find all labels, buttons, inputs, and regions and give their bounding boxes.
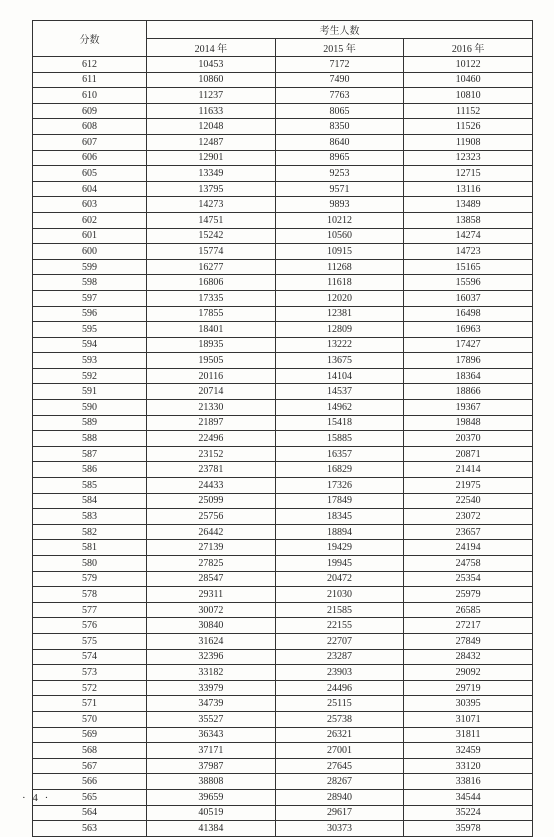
count-2016-cell: 11152 — [404, 103, 533, 119]
count-2015-cell: 9571 — [275, 181, 404, 197]
count-2016-cell: 21975 — [404, 478, 533, 494]
count-2014-cell: 20116 — [147, 368, 276, 384]
score-cell: 588 — [33, 431, 147, 447]
table-row — [33, 337, 533, 353]
count-2015-cell: 8965 — [275, 150, 404, 166]
count-2016-cell: 31811 — [404, 727, 533, 743]
count-2015-cell: 8065 — [275, 103, 404, 119]
score-cell: 601 — [33, 228, 147, 244]
count-2016-cell: 14723 — [404, 244, 533, 260]
count-2014-cell: 14273 — [147, 197, 276, 213]
table-row — [33, 275, 533, 291]
count-2014-cell: 21897 — [147, 415, 276, 431]
table-row — [33, 353, 533, 369]
count-2016-cell: 31071 — [404, 711, 533, 727]
count-2015-cell: 18894 — [275, 524, 404, 540]
count-2015-cell: 7763 — [275, 88, 404, 104]
count-2016-cell: 23657 — [404, 524, 533, 540]
count-2016-cell: 13116 — [404, 181, 533, 197]
count-2014-cell: 13349 — [147, 166, 276, 182]
count-2015-cell: 22707 — [275, 633, 404, 649]
count-2015-cell: 15885 — [275, 431, 404, 447]
count-2016-cell: 13489 — [404, 197, 533, 213]
score-cell: 589 — [33, 415, 147, 431]
count-2015-cell: 13222 — [275, 337, 404, 353]
count-2014-cell: 10453 — [147, 57, 276, 73]
count-2014-cell: 27825 — [147, 556, 276, 572]
count-2014-cell: 25099 — [147, 493, 276, 509]
count-2015-cell: 9893 — [275, 197, 404, 213]
score-cell: 565 — [33, 789, 147, 805]
count-2014-cell: 25756 — [147, 509, 276, 525]
count-2016-cell: 24758 — [404, 556, 533, 572]
score-cell: 606 — [33, 150, 147, 166]
table-row — [33, 368, 533, 384]
score-cell: 600 — [33, 244, 147, 260]
count-2014-cell: 34739 — [147, 696, 276, 712]
count-2014-cell: 22496 — [147, 431, 276, 447]
score-cell: 574 — [33, 649, 147, 665]
count-2014-cell: 28547 — [147, 571, 276, 587]
score-cell: 612 — [33, 57, 147, 73]
table-row — [33, 446, 533, 462]
count-2015-cell: 28267 — [275, 774, 404, 790]
count-2014-cell: 32396 — [147, 649, 276, 665]
count-2015-cell: 14104 — [275, 368, 404, 384]
score-cell: 603 — [33, 197, 147, 213]
count-2015-cell: 16829 — [275, 462, 404, 478]
table-row — [33, 212, 533, 228]
count-2016-cell: 18866 — [404, 384, 533, 400]
count-2014-cell: 10860 — [147, 72, 276, 88]
score-cell: 583 — [33, 509, 147, 525]
table-row — [33, 103, 533, 119]
count-2016-cell: 16498 — [404, 306, 533, 322]
count-2016-cell: 34544 — [404, 789, 533, 805]
count-2016-cell: 17896 — [404, 353, 533, 369]
count-2014-cell: 31624 — [147, 633, 276, 649]
count-2015-cell: 8640 — [275, 134, 404, 150]
table-row — [33, 556, 533, 572]
count-2016-cell: 23072 — [404, 509, 533, 525]
score-cell: 573 — [33, 665, 147, 681]
table-row — [33, 306, 533, 322]
count-2014-cell: 21330 — [147, 400, 276, 416]
count-2014-cell: 16806 — [147, 275, 276, 291]
table-row — [33, 181, 533, 197]
count-2014-cell: 11633 — [147, 103, 276, 119]
count-2016-cell: 19848 — [404, 415, 533, 431]
count-2014-cell: 12048 — [147, 119, 276, 135]
count-2015-cell: 12809 — [275, 322, 404, 338]
table-row — [33, 602, 533, 618]
table-row — [33, 384, 533, 400]
count-2015-cell: 17849 — [275, 493, 404, 509]
year-header-2014: 2014 年 — [147, 39, 276, 57]
score-cell: 602 — [33, 212, 147, 228]
score-cell: 572 — [33, 680, 147, 696]
table-row — [33, 166, 533, 182]
score-cell: 610 — [33, 88, 147, 104]
count-2015-cell: 26321 — [275, 727, 404, 743]
score-cell: 576 — [33, 618, 147, 634]
table-row — [33, 696, 533, 712]
count-2015-cell: 16357 — [275, 446, 404, 462]
count-2015-cell: 24496 — [275, 680, 404, 696]
count-2014-cell: 23152 — [147, 446, 276, 462]
count-2016-cell: 20871 — [404, 446, 533, 462]
score-cell: 607 — [33, 134, 147, 150]
count-2016-cell: 29092 — [404, 665, 533, 681]
count-2016-cell: 17427 — [404, 337, 533, 353]
count-2016-cell: 15165 — [404, 259, 533, 275]
table-row — [33, 743, 533, 759]
table-row — [33, 774, 533, 790]
score-cell: 566 — [33, 774, 147, 790]
score-column-header: 分数 — [33, 21, 147, 57]
count-2015-cell: 8350 — [275, 119, 404, 135]
count-2015-cell: 18345 — [275, 509, 404, 525]
count-2014-cell: 14751 — [147, 212, 276, 228]
count-2014-cell: 41384 — [147, 821, 276, 837]
table-row — [33, 134, 533, 150]
table-row — [33, 259, 533, 275]
count-2016-cell: 29719 — [404, 680, 533, 696]
count-2015-cell: 7490 — [275, 72, 404, 88]
table-row — [33, 727, 533, 743]
table-row — [33, 680, 533, 696]
table-row — [33, 290, 533, 306]
candidates-group-header: 考生人数 — [147, 21, 533, 39]
count-2016-cell: 25979 — [404, 587, 533, 603]
year-header-2016: 2016 年 — [404, 39, 533, 57]
count-2015-cell: 25738 — [275, 711, 404, 727]
count-2015-cell: 10212 — [275, 212, 404, 228]
table-row — [33, 119, 533, 135]
count-2015-cell: 28940 — [275, 789, 404, 805]
score-cell: 595 — [33, 322, 147, 338]
count-2014-cell: 11237 — [147, 88, 276, 104]
score-cell: 593 — [33, 353, 147, 369]
count-2014-cell: 35527 — [147, 711, 276, 727]
count-2014-cell: 19505 — [147, 353, 276, 369]
score-cell: 591 — [33, 384, 147, 400]
count-2015-cell: 13675 — [275, 353, 404, 369]
count-2016-cell: 11526 — [404, 119, 533, 135]
count-2014-cell: 15242 — [147, 228, 276, 244]
count-2014-cell: 29311 — [147, 587, 276, 603]
score-cell: 598 — [33, 275, 147, 291]
table-row — [33, 805, 533, 821]
table-row — [33, 244, 533, 260]
count-2014-cell: 17335 — [147, 290, 276, 306]
count-2015-cell: 19945 — [275, 556, 404, 572]
count-2016-cell: 16037 — [404, 290, 533, 306]
count-2015-cell: 15418 — [275, 415, 404, 431]
count-2014-cell: 13795 — [147, 181, 276, 197]
count-2016-cell: 19367 — [404, 400, 533, 416]
count-2014-cell: 27139 — [147, 540, 276, 556]
count-2015-cell: 29617 — [275, 805, 404, 821]
count-2014-cell: 26442 — [147, 524, 276, 540]
table-row — [33, 571, 533, 587]
count-2015-cell: 7172 — [275, 57, 404, 73]
score-cell: 609 — [33, 103, 147, 119]
count-2016-cell: 12323 — [404, 150, 533, 166]
count-2014-cell: 40519 — [147, 805, 276, 821]
table-row — [33, 618, 533, 634]
score-cell: 590 — [33, 400, 147, 416]
score-cell: 582 — [33, 524, 147, 540]
score-cell: 563 — [33, 821, 147, 837]
count-2015-cell: 20472 — [275, 571, 404, 587]
score-cell: 592 — [33, 368, 147, 384]
count-2014-cell: 20714 — [147, 384, 276, 400]
table-row — [33, 400, 533, 416]
count-2014-cell: 18401 — [147, 322, 276, 338]
count-2016-cell: 27849 — [404, 633, 533, 649]
count-2016-cell: 18364 — [404, 368, 533, 384]
count-2015-cell: 25115 — [275, 696, 404, 712]
count-2014-cell: 16277 — [147, 259, 276, 275]
count-2016-cell: 27217 — [404, 618, 533, 634]
table-body — [33, 57, 533, 837]
count-2014-cell: 33979 — [147, 680, 276, 696]
count-2015-cell: 10915 — [275, 244, 404, 260]
score-cell: 571 — [33, 696, 147, 712]
table-row — [33, 587, 533, 603]
count-2016-cell: 12715 — [404, 166, 533, 182]
score-cell: 597 — [33, 290, 147, 306]
count-2016-cell: 25354 — [404, 571, 533, 587]
table-row — [33, 649, 533, 665]
table-row — [33, 758, 533, 774]
page-number: · 4 · — [22, 792, 51, 804]
table-row — [33, 322, 533, 338]
table-row — [33, 150, 533, 166]
count-2015-cell: 12381 — [275, 306, 404, 322]
score-cell: 608 — [33, 119, 147, 135]
table-row — [33, 789, 533, 805]
score-cell: 577 — [33, 602, 147, 618]
count-2015-cell: 10560 — [275, 228, 404, 244]
table-row — [33, 88, 533, 104]
score-cell: 604 — [33, 181, 147, 197]
year-header-2015: 2015 年 — [275, 39, 404, 57]
table-row — [33, 72, 533, 88]
count-2016-cell: 32459 — [404, 743, 533, 759]
score-cell: 599 — [33, 259, 147, 275]
table-row — [33, 228, 533, 244]
score-cell: 585 — [33, 478, 147, 494]
score-cell: 579 — [33, 571, 147, 587]
count-2016-cell: 28432 — [404, 649, 533, 665]
table-row — [33, 493, 533, 509]
count-2016-cell: 26585 — [404, 602, 533, 618]
table-row — [33, 57, 533, 73]
score-cell: 569 — [33, 727, 147, 743]
count-2016-cell: 24194 — [404, 540, 533, 556]
count-2015-cell: 17326 — [275, 478, 404, 494]
count-2016-cell: 15596 — [404, 275, 533, 291]
table-row — [33, 462, 533, 478]
table-row — [33, 197, 533, 213]
count-2015-cell: 27645 — [275, 758, 404, 774]
count-2016-cell: 16963 — [404, 322, 533, 338]
count-2016-cell: 33816 — [404, 774, 533, 790]
table-row — [33, 509, 533, 525]
score-count-table — [32, 20, 533, 837]
score-cell: 568 — [33, 743, 147, 759]
table-row — [33, 524, 533, 540]
count-2015-cell: 21030 — [275, 587, 404, 603]
score-cell: 580 — [33, 556, 147, 572]
count-2014-cell: 24433 — [147, 478, 276, 494]
count-2015-cell: 9253 — [275, 166, 404, 182]
table-row — [33, 478, 533, 494]
count-2016-cell: 22540 — [404, 493, 533, 509]
count-2016-cell: 13858 — [404, 212, 533, 228]
count-2015-cell: 19429 — [275, 540, 404, 556]
count-2016-cell: 10122 — [404, 57, 533, 73]
header-row-top — [33, 21, 533, 39]
table-row — [33, 711, 533, 727]
count-2015-cell: 11618 — [275, 275, 404, 291]
score-cell: 584 — [33, 493, 147, 509]
count-2014-cell: 37171 — [147, 743, 276, 759]
score-cell: 605 — [33, 166, 147, 182]
count-2014-cell: 12487 — [147, 134, 276, 150]
count-2015-cell: 21585 — [275, 602, 404, 618]
score-cell: 567 — [33, 758, 147, 774]
count-2014-cell: 23781 — [147, 462, 276, 478]
count-2015-cell: 14962 — [275, 400, 404, 416]
score-cell: 564 — [33, 805, 147, 821]
table-row — [33, 665, 533, 681]
count-2016-cell: 21414 — [404, 462, 533, 478]
count-2014-cell: 39659 — [147, 789, 276, 805]
count-2015-cell: 23903 — [275, 665, 404, 681]
score-cell: 611 — [33, 72, 147, 88]
count-2014-cell: 18935 — [147, 337, 276, 353]
count-2015-cell: 14537 — [275, 384, 404, 400]
score-cell: 570 — [33, 711, 147, 727]
count-2014-cell: 17855 — [147, 306, 276, 322]
score-cell: 575 — [33, 633, 147, 649]
count-2014-cell: 33182 — [147, 665, 276, 681]
count-2016-cell: 10460 — [404, 72, 533, 88]
score-cell: 594 — [33, 337, 147, 353]
count-2016-cell: 14274 — [404, 228, 533, 244]
count-2016-cell: 33120 — [404, 758, 533, 774]
count-2015-cell: 12020 — [275, 290, 404, 306]
table-row — [33, 821, 533, 837]
count-2014-cell: 37987 — [147, 758, 276, 774]
count-2014-cell: 38808 — [147, 774, 276, 790]
count-2015-cell: 11268 — [275, 259, 404, 275]
score-cell: 587 — [33, 446, 147, 462]
table-row — [33, 431, 533, 447]
score-cell: 586 — [33, 462, 147, 478]
count-2016-cell: 35978 — [404, 821, 533, 837]
count-2016-cell: 10810 — [404, 88, 533, 104]
count-2016-cell: 20370 — [404, 431, 533, 447]
score-cell: 596 — [33, 306, 147, 322]
table-row — [33, 415, 533, 431]
count-2014-cell: 15774 — [147, 244, 276, 260]
count-2016-cell: 30395 — [404, 696, 533, 712]
count-2016-cell: 11908 — [404, 134, 533, 150]
table-row — [33, 540, 533, 556]
score-cell: 578 — [33, 587, 147, 603]
count-2015-cell: 27001 — [275, 743, 404, 759]
count-2014-cell: 30072 — [147, 602, 276, 618]
table-row — [33, 633, 533, 649]
count-2014-cell: 36343 — [147, 727, 276, 743]
count-2015-cell: 23287 — [275, 649, 404, 665]
count-2014-cell: 12901 — [147, 150, 276, 166]
count-2015-cell: 22155 — [275, 618, 404, 634]
count-2016-cell: 35224 — [404, 805, 533, 821]
count-2015-cell: 30373 — [275, 821, 404, 837]
score-cell: 581 — [33, 540, 147, 556]
count-2014-cell: 30840 — [147, 618, 276, 634]
